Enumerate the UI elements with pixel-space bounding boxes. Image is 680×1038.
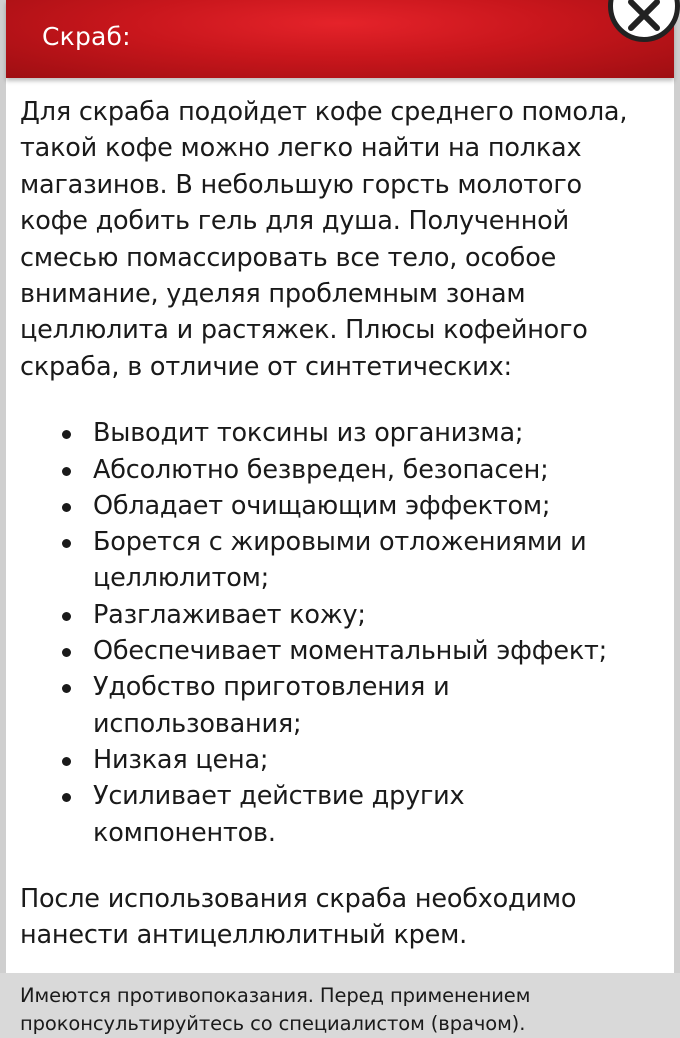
bullet-icon — [62, 467, 71, 476]
contraindications-warning: Имеются противопоказания. Перед применением проконсультируйтесь со специалистом (врачом). — [20, 983, 531, 1035]
outro-paragraph: После использования скраба необходимо нанести антицеллюлитный крем. — [20, 883, 577, 951]
list-item — [20, 488, 654, 524]
list-item — [20, 778, 654, 851]
list-item — [20, 633, 654, 669]
list-item — [20, 742, 654, 778]
list-item — [20, 669, 654, 742]
list-item-text: Низкая цена; — [93, 744, 269, 775]
list-item — [20, 597, 654, 633]
list-item-text: Абсолютно безвреден, безопасен; — [93, 454, 549, 485]
list-item — [20, 452, 654, 488]
dialog-title: Скраб: — [42, 22, 131, 51]
list-item-text: Удобство приготовления и использования; — [93, 672, 450, 739]
dialog-header — [6, 0, 674, 78]
bullet-icon — [62, 539, 71, 548]
list-item — [20, 524, 654, 597]
bullet-icon — [62, 503, 71, 512]
intro-paragraph: Для скраба подойдет кофе среднего помола, такой кофе можно легко найти на полках магазинов. В небольшую горсть молотого кофе добить гель для душа. Полученной смесью помассировать все тело, особое внимание, уделяя проблемным зонам целлюлита и растяжек. Плюсы кофейного скраба, в отличие от синтетических: — [20, 97, 628, 382]
bullet-icon — [62, 757, 71, 766]
list-item-text: Выводит токсины из организма; — [93, 418, 524, 449]
close-x-icon — [627, 0, 661, 32]
bullet-icon — [62, 793, 71, 802]
bullet-icon — [62, 612, 71, 621]
close-button[interactable] — [608, 0, 680, 42]
bullet-icon — [62, 684, 71, 693]
list-item — [20, 415, 654, 451]
background-right-edge — [674, 0, 680, 973]
benefits-list — [20, 415, 654, 851]
list-item-text: Разглаживает кожу; — [93, 599, 366, 630]
bullet-icon — [62, 430, 71, 439]
popup-dialog — [6, 0, 674, 1035]
list-item-text: Усиливает действие других компонентов. — [93, 781, 465, 848]
list-item-text: Обладает очищающим эффектом; — [93, 490, 551, 521]
list-item-text: Борется с жировыми отложениями и целлюлитом; — [93, 527, 587, 594]
dialog-body — [6, 78, 674, 1038]
bullet-icon — [62, 648, 71, 657]
list-item-text: Обеспечивает моментальный эффект; — [93, 636, 608, 667]
